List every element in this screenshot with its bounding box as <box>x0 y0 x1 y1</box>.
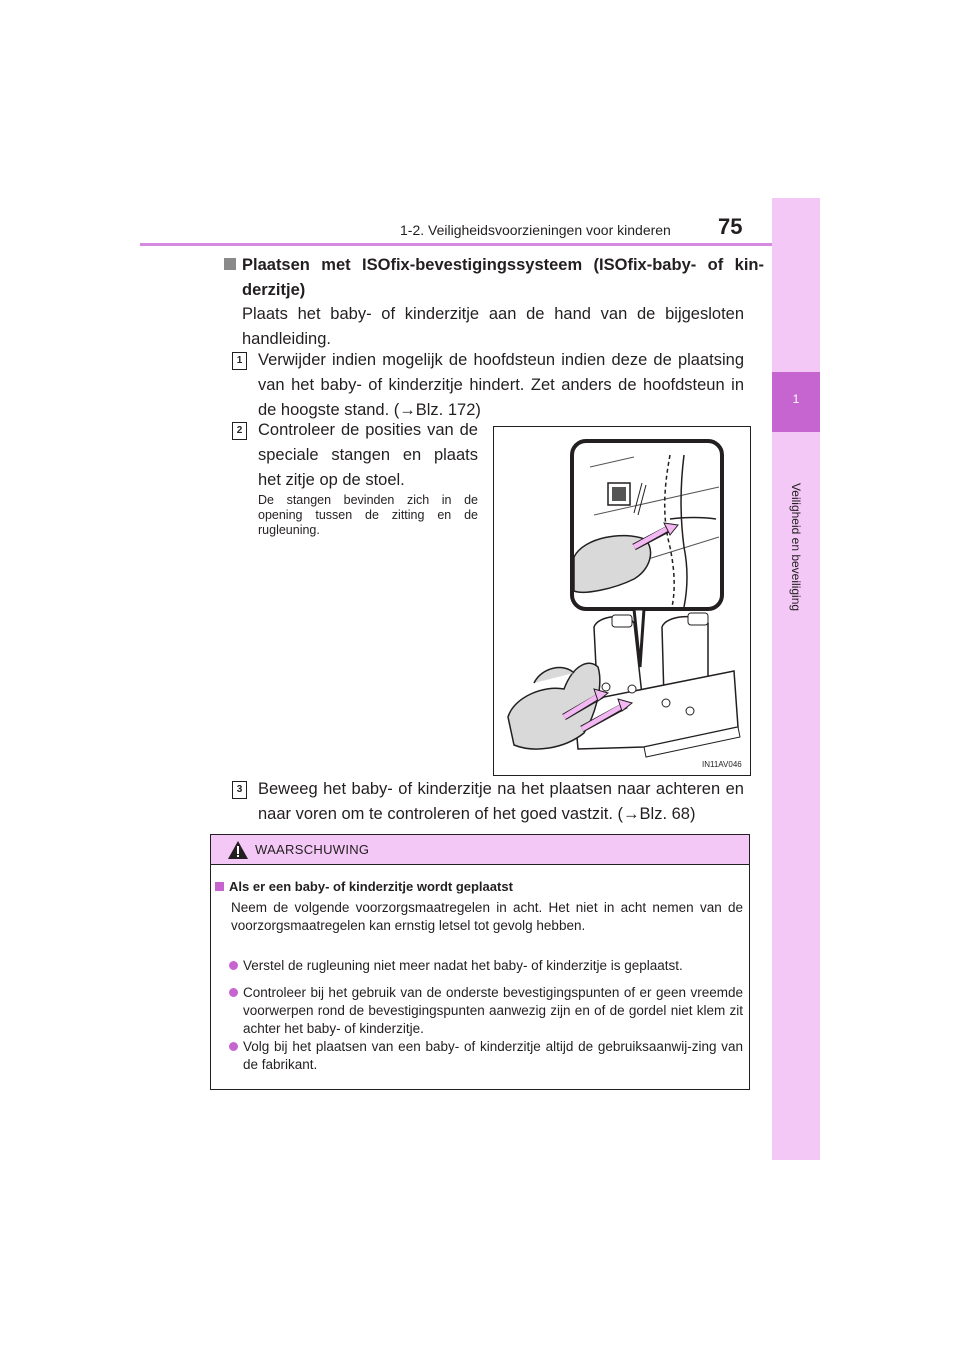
running-header: 1-2. Veiligheidsvoorzieningen voor kinderen <box>400 222 671 238</box>
step-3-text: Beweeg het baby- of kinderzitje na het plaatsen naar achteren en naar voren om te controleren of het goed vastzit. (→Blz. 68) <box>258 780 744 823</box>
bullet-dot-icon <box>229 1042 238 1051</box>
warning-bullet <box>215 984 743 1038</box>
warning-subheading <box>215 879 513 894</box>
step-2-note: De stangen bevinden zich in de opening tussen de zitting en de rugleuning. <box>258 493 478 537</box>
section-heading-text: Plaatsen met ISOfix-bevestigingssysteem (ISOfix-baby- of kin-derzitje) <box>242 256 764 299</box>
intro-paragraph: Plaats het baby- of kinderzitje aan de hand van de bijgesloten handleiding. <box>242 305 744 348</box>
warning-subheading-text: Als er een baby- of kinderzitje wordt geplaatst <box>229 879 513 894</box>
warning-bullet <box>215 1038 743 1074</box>
warning-title: WAARSCHUWING <box>255 842 370 857</box>
step-number-2: 2 <box>232 422 247 440</box>
warning-box <box>210 834 750 1090</box>
square-bullet-icon <box>224 258 236 270</box>
warning-bullet-text: Controleer bij het gebruik van de onderste bevestigingspunten of er geen vreemde voorwerpen rond de bevestigingspunten aanwezig zijn en of de gordel niet klem zit achter het baby- of kinderzitje. <box>243 985 743 1036</box>
step-number-1: 1 <box>232 352 247 370</box>
warning-bullet <box>215 957 743 975</box>
step-number-3: 3 <box>232 781 247 799</box>
child-seat-diagram <box>494 427 750 775</box>
step-1-text: Verwijder indien mogelijk de hoofdsteun indien deze de plaatsing van het baby- of kinderzitje hindert. Zet anders de hoofdsteun in de hoogste stand. (→Blz. 172) <box>258 351 744 419</box>
section-heading <box>224 253 764 303</box>
warning-triangle-icon <box>227 840 249 860</box>
chapter-number: 1 <box>792 392 800 406</box>
square-bullet-icon <box>215 882 224 891</box>
warning-bullet-text: Volg bij het plaatsen van een baby- of kinderzitje altijd de gebruiksaanwij-zing van de fabrikant. <box>243 1039 743 1072</box>
chapter-side-tab <box>772 198 820 1160</box>
warning-header <box>211 835 749 865</box>
header-rule <box>140 243 820 246</box>
warning-paragraph: Neem de volgende voorzorgsmaatregelen in acht. Het niet in acht nemen van de voorzorgsmaatregelen kan ernstig letsel tot gevolg hebben. <box>231 900 743 933</box>
warning-bullet-text: Verstel de rugleuning niet meer nadat het baby- of kinderzitje is geplaatst. <box>243 958 683 973</box>
step-2-text: Controleer de posities van de speciale stangen en plaats het zitje op de stoel. <box>258 421 478 489</box>
chapter-title: Veiligheid en beveiliging <box>789 482 803 612</box>
bullet-dot-icon <box>229 961 238 970</box>
isofix-illustration <box>493 426 751 776</box>
bullet-dot-icon <box>229 988 238 997</box>
illustration-code: IN11AV046 <box>702 760 742 769</box>
page-number: 75 <box>718 214 743 239</box>
